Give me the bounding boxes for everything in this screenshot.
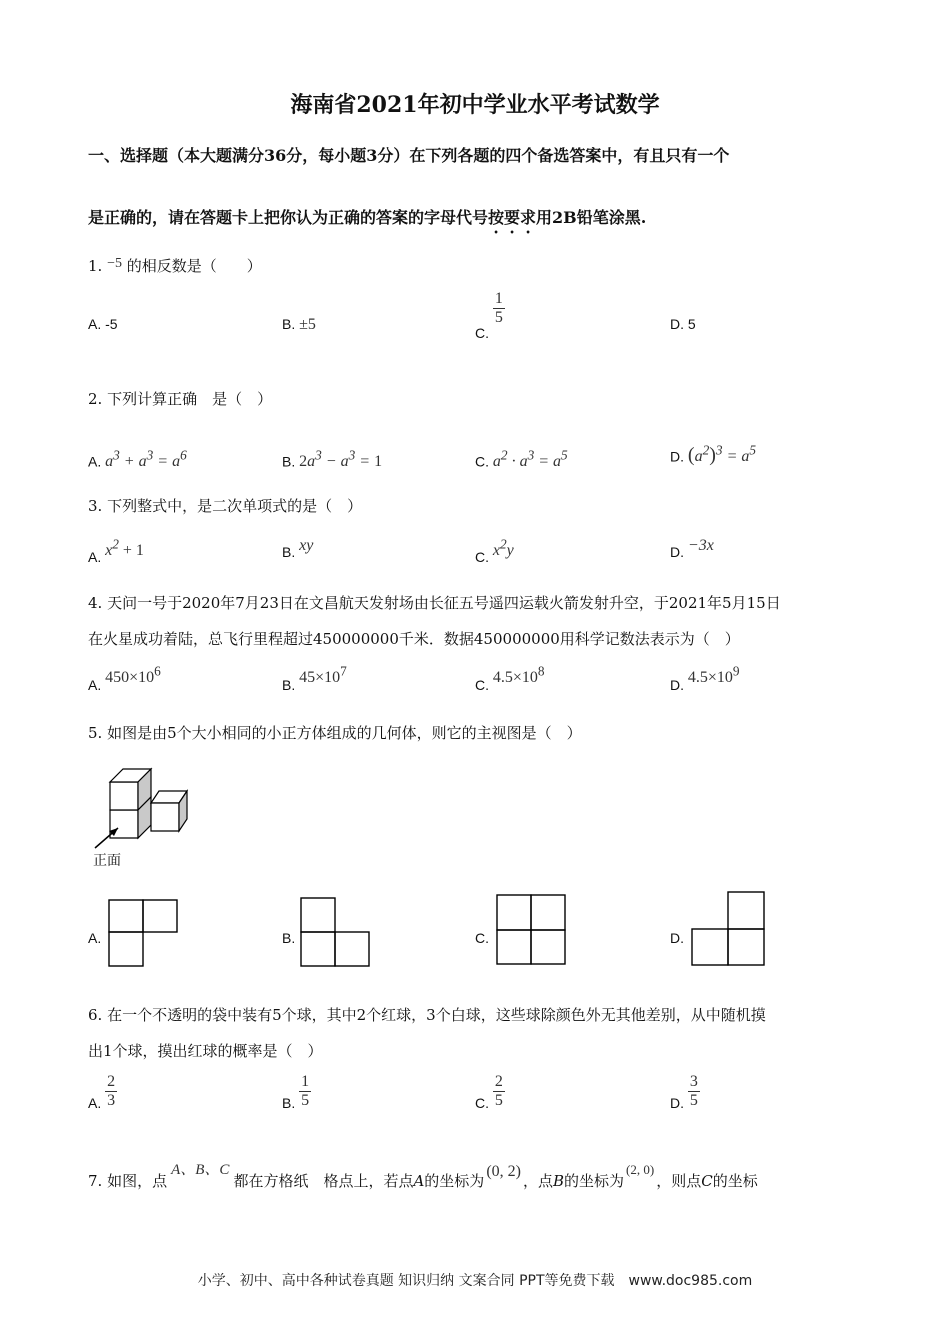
q7-point-a: A [413,1172,425,1190]
q3-option-d[interactable] [670,537,714,560]
q7-coord-b: (2, 0) [626,1162,655,1177]
option-math: ±5 [299,316,316,333]
option-label: B. [282,544,296,560]
q1-option-b[interactable] [282,316,316,334]
option-label: C. [475,324,489,341]
q5-option-a-figure[interactable] [108,898,180,970]
q2-option-d[interactable]: D. $(a^2)^3 = a^5$ [670,443,757,467]
q4-option-a[interactable]: A. $450\times 10^6$ [88,664,161,694]
q7-text: ，则点 [656,1172,702,1190]
q1-text: 的相反数是（ ） [126,257,262,275]
option-label: A. [88,453,102,470]
numerator: 2 [107,1073,116,1090]
denominator: 5 [494,308,503,326]
q5-option-b-figure[interactable] [300,896,372,968]
option-label: A. [88,677,102,694]
q7-point-b: B [552,1172,565,1190]
page-title: 海南省2021年初中学业水平考试数学 [290,92,660,118]
q3-option-c[interactable]: C. $x^2y$ [475,537,514,566]
q5-option-c-figure[interactable] [495,893,569,967]
fraction [493,1073,505,1109]
q4-option-d[interactable]: D. $4.5\times 10^9$ [670,664,740,694]
question-2: 2. 下列计算正确 是（ ） [88,390,273,408]
q5-option-a-label[interactable]: A. [88,930,102,946]
q6-option-b[interactable] [282,1073,311,1109]
numerator: 1 [301,1073,310,1090]
q7-coord-a: (0, 2) [486,1163,521,1180]
option-label: B. [282,1094,296,1111]
fraction [493,290,505,326]
question-5: 5. 如图是由5个大小相同的小正方体组成的几何体，则它的主视图是（ ） [88,724,582,742]
instructions-text-end: 用2B铅笔涂黑. [536,208,647,227]
q5-option-d-label[interactable]: D. [670,930,684,946]
q7-text: 都在方格纸 格点上，若点 [233,1172,414,1190]
emphasis-text: 按要求 [488,208,537,227]
q1-option-d[interactable]: D. 5 [670,316,696,332]
option-label: A. [88,1094,102,1111]
option-math: −3x [687,537,714,554]
question-4-line1: 4. 天问一号于2020年7月23日在文昌航天发射场由长征五号遥四运载火箭发射升空，于2021年5月15日 [88,594,781,612]
q3-option-b[interactable]: B. xy [282,537,314,560]
question-3: 3. 下列整式中，是二次单项式的是（ ） [88,497,363,515]
option-label: B. [282,677,296,694]
question-7 [88,1158,758,1191]
option-label: D. [670,544,684,560]
front-label: 正面 [93,853,121,869]
q2-option-c[interactable]: C. $a^2 \cdot a^3 = a^5$ [475,448,568,471]
q5-option-b-label[interactable]: B. [282,930,296,946]
denominator: 5 [301,1091,310,1109]
q1-option-a[interactable]: A. -5 [88,316,118,332]
q2-option-a[interactable]: A. $a^3 + a^3 = a^6$ [88,448,187,471]
q5-option-c-label[interactable]: C. [475,930,489,946]
fraction [688,1073,700,1109]
q4-option-c[interactable]: C. $4.5\times 10^8$ [475,664,545,694]
numerator: 3 [689,1073,698,1090]
option-label: A. [88,549,102,566]
q7-text: ，点 [522,1172,553,1190]
q6-option-c[interactable] [475,1073,505,1109]
q6-option-a[interactable] [88,1073,117,1109]
q7-text: 的坐标为 [564,1172,625,1190]
option-label: D. [670,677,684,694]
q6-option-d[interactable] [670,1073,700,1109]
q1-option-c[interactable] [475,290,505,341]
q4-option-b[interactable]: B. $45\times 10^7$ [282,664,347,694]
denominator: 3 [107,1091,116,1109]
option-label: C. [475,549,489,566]
option-label: C. [475,1094,489,1111]
question-6-line2: 出1个球，摸出红球的概率是（ ） [88,1042,323,1060]
numerator: 2 [494,1073,503,1090]
q1-math: −5 [107,256,122,271]
option-label: D. [670,1094,684,1111]
option-label: B. [282,453,296,470]
q7-text: 的坐标 [712,1172,758,1190]
question-4-line2: 在火星成功着陆，总飞行里程超过450000000千米．数据450000000用科学记数法表示为（ ） [88,630,740,648]
option-label: C. [475,453,489,470]
section-instructions-line1: 一、选择题（本大题满分36分，每小题3分）在下列各题的四个备选答案中，有且只有一个 [88,146,730,165]
denominator: 5 [689,1091,698,1109]
q7-point-c: C [701,1172,713,1190]
option-label: B. [282,316,296,332]
instructions-text: 是正确的，请在答题卡上把你认为正确的答案的字母代号 [88,208,489,227]
question-1 [88,255,262,276]
option-label: D. [670,448,684,465]
numerator: 1 [494,290,503,307]
q3-option-a[interactable]: A. $x^2 + 1$ [88,537,144,566]
fraction [299,1073,311,1109]
fraction [105,1073,117,1109]
q7-points: A、B、C [171,1162,230,1178]
q2-option-b[interactable]: B. $2a^3 - a^3 = 1$ [282,448,383,471]
option-label: C. [475,677,489,694]
question-6-line1: 6. 在一个不透明的袋中装有5个球，其中2个红球，3个白球，这些球除颜色外无其他差别，从中随机摸 [88,1006,766,1024]
q1-number: 1. [88,257,103,275]
section-instructions-line2 [88,205,646,237]
q7-text: 7. 如图，点 [88,1172,168,1190]
q7-text: 的坐标为 [424,1172,485,1190]
q5-option-d-figure[interactable] [691,890,767,968]
footer[interactable]: 小学、初中、高中各种试卷真题 知识归纳 文案合同 PPT等免费下载 www.doc985.com [197,1273,753,1289]
denominator: 5 [494,1091,503,1109]
